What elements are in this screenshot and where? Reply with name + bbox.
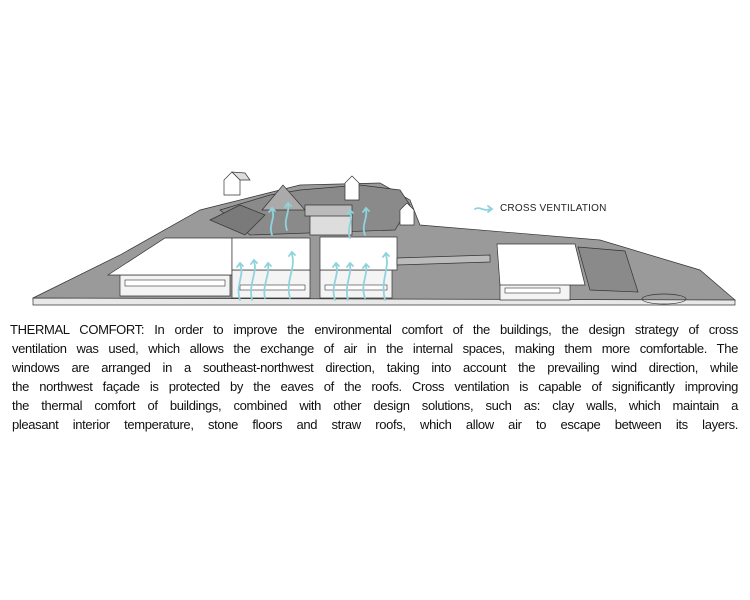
- site-axonometric-drawing: [0, 160, 750, 310]
- house: [345, 176, 359, 200]
- roof: [305, 205, 352, 216]
- legend-label: CROSS VENTILATION: [500, 203, 607, 214]
- caption-line: ventilation was used, which allows the exchange of air in the internal spaces, making them more comfortable. The: [12, 341, 738, 356]
- roof: [497, 244, 585, 285]
- caption-line: the thermal comfort of buildings, combined with other design solutions, such as: clay walls, which maintain a: [12, 398, 738, 413]
- building-wall: [320, 270, 392, 298]
- caption-line: pleasant interior temperature, stone floors and straw roofs, which allow air to escape between its layers.: [12, 417, 738, 432]
- building: [310, 215, 352, 235]
- wind-arrow-icon: [474, 204, 496, 214]
- caption-line: windows are arranged in a southeast-northwest direction, taking into account the prevailing wind direction, while: [12, 360, 738, 375]
- legend: [474, 203, 607, 214]
- caption-line: the northwest façade is protected by the eaves of the roofs. Cross ventilation is capable of significantly improving: [12, 379, 738, 394]
- caption-line: THERMAL COMFORT: In order to improve the environmental comfort of the buildings, the design strategy of cross: [10, 322, 738, 337]
- building-wall: [232, 270, 310, 298]
- thermal-comfort-caption: [12, 320, 738, 434]
